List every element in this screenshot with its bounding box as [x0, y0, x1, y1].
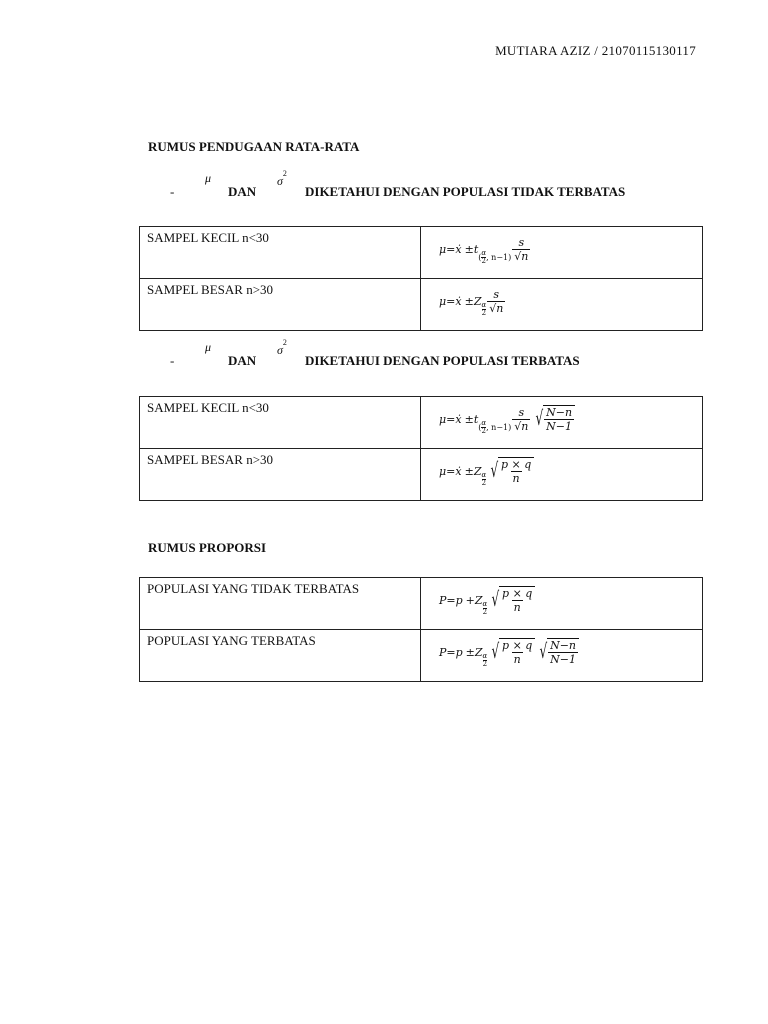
row-label: POPULASI YANG TERBATAS: [140, 630, 421, 682]
section-title-proportion: RUMUS PROPORSI: [148, 540, 267, 555]
sqrt-symbol: √ $\frac{p \times q}{n}$: [489, 638, 535, 666]
sqrt-symbol: √ $\frac{p \times q}{n}$: [488, 457, 534, 485]
mu-symbol: μ: [205, 340, 212, 354]
row-label: SAMPEL BESAR n>30: [140, 279, 421, 331]
formula-proportion-unlimited: P = p + Z $\frac{\alpha}{2}$ √ $\frac{p \times q}{n}$: [439, 582, 535, 618]
condition-line-unlimited: [170, 171, 730, 201]
table-row: [140, 227, 703, 279]
formula-large-sample-z: μ = ẋ ± Z $\frac{\alpha}{2}$ $\frac{s}{√n}$: [439, 287, 504, 317]
sigma-squared-symbol: $\sigma^2$: [277, 338, 287, 357]
table-row: [140, 279, 703, 331]
formula-cell: [421, 279, 703, 331]
row-label: SAMPEL KECIL n<30: [140, 227, 421, 279]
formula-table-limited-population: [139, 396, 703, 501]
condition-line-limited: [170, 340, 730, 370]
table-row: [140, 449, 703, 501]
row-label: SAMPEL BESAR n>30: [140, 449, 421, 501]
formula-cell: [421, 227, 703, 279]
bullet-dash: -: [170, 184, 175, 199]
formula-large-sample-z-pq: μ = ẋ ± Z $\frac{\alpha}{2}$ √ $\frac{p \times q}{n}$: [439, 453, 534, 489]
table-row: [140, 630, 703, 682]
formula-cell: [421, 397, 703, 449]
and-word: DAN: [228, 184, 257, 199]
bullet-dash: -: [170, 353, 175, 368]
condition-text: DIKETAHUI DENGAN POPULASI TIDAK TERBATAS: [305, 184, 626, 199]
formula-small-sample-t: μ = ẋ ± t ( $\frac{\alpha}{2}$ , n−1 ) $\frac{s}{√n}$: [439, 235, 529, 265]
formula-table-unlimited-population: [139, 226, 703, 331]
condition-text: DIKETAHUI DENGAN POPULASI TERBATAS: [305, 353, 580, 368]
sigma-squared-symbol: $\sigma^2$: [277, 169, 287, 188]
author-header: MUTIARA AZIZ / 21070115130117: [495, 43, 696, 58]
formula-cell: [421, 630, 703, 682]
formula-cell: [421, 578, 703, 630]
sqrt-symbol: √ $\frac{N-n}{N-1}$: [533, 405, 575, 433]
table-row: [140, 578, 703, 630]
table-row: [140, 397, 703, 449]
and-word: DAN: [228, 353, 257, 368]
sqrt-symbol: √ $\frac{N-n}{N-1}$: [537, 638, 579, 666]
formula-table-proportion: [139, 577, 703, 682]
sqrt-symbol: √ $\frac{p \times q}{n}$: [489, 586, 535, 614]
mu-symbol: μ: [205, 171, 212, 185]
row-label: SAMPEL KECIL n<30: [140, 397, 421, 449]
formula-small-sample-t-fpc: μ = ẋ ± t ( $\frac{\alpha}{2}$ , n−1 ) $\frac{s}{√n}$ √ $\frac{N-n}{N-1}$: [439, 401, 575, 437]
section-title-mean-estimation: RUMUS PENDUGAAN RATA-RATA: [148, 139, 360, 154]
formula-proportion-limited: P = p ± Z $\frac{\alpha}{2}$ √ $\frac{p \times q}{n}$ √ $\frac{N-n}{N-1}$: [439, 634, 579, 670]
formula-cell: [421, 449, 703, 501]
row-label: POPULASI YANG TIDAK TERBATAS: [140, 578, 421, 630]
